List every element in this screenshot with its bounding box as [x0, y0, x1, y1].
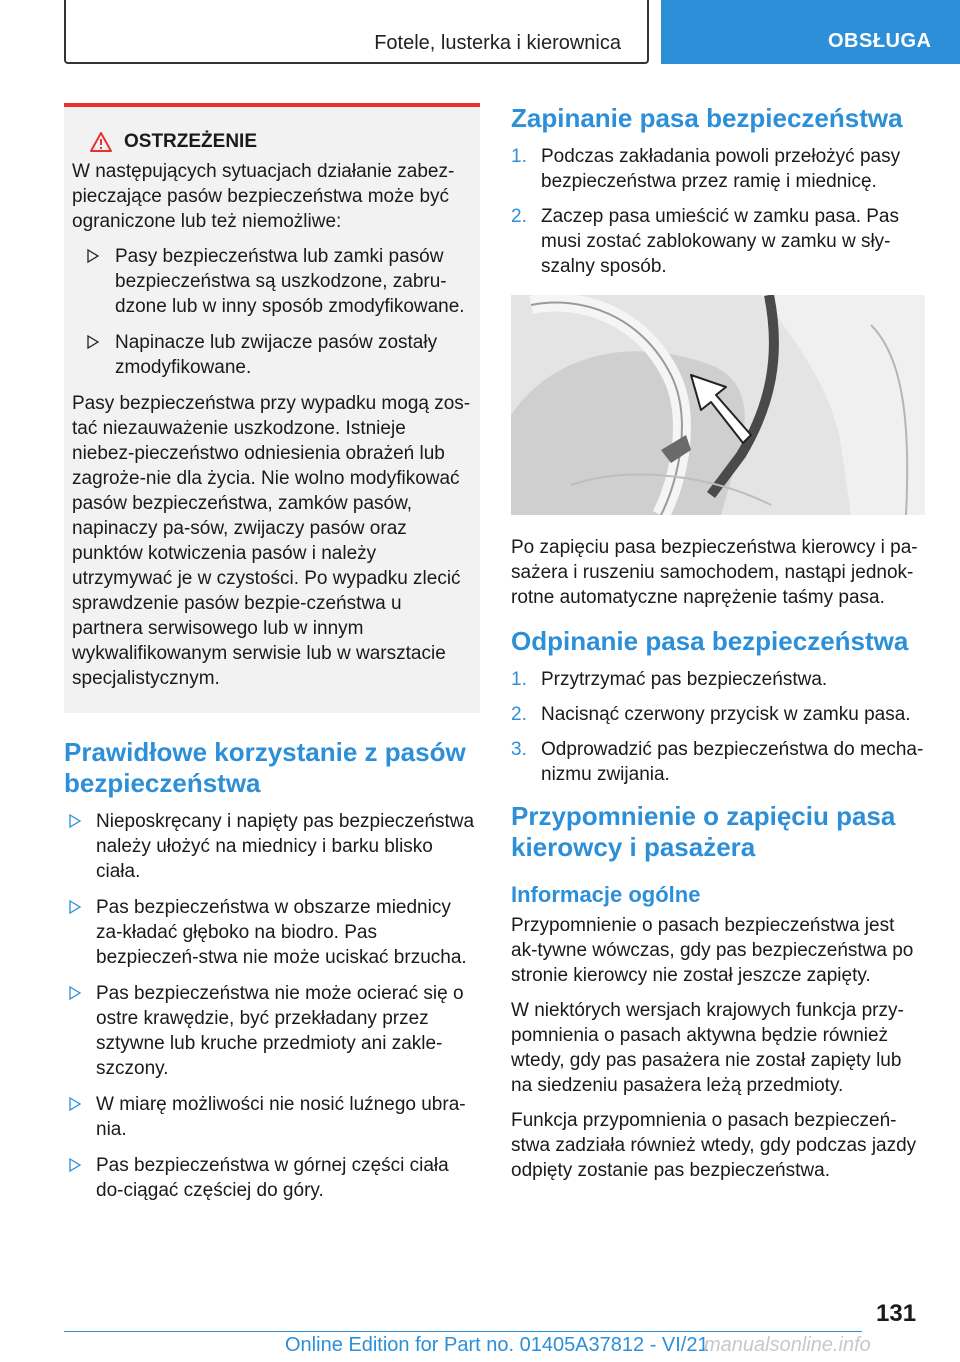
section-title: Fotele, lusterka i kierownica	[374, 32, 621, 54]
right-column	[511, 103, 925, 1193]
triangle-right-icon	[68, 986, 82, 1000]
step-text: Przytrzymać pas bezpieczeństwa.	[541, 669, 828, 690]
edition-text: Online Edition for Part no. 01405A37812 - VI/21	[285, 1334, 709, 1356]
correct-use-bullets	[64, 809, 480, 1203]
step-text: Odprowadzić pas bezpieczeństwa do mecha-nizmu zwijania.	[541, 739, 924, 785]
seatbelt-drawing	[511, 295, 925, 515]
step-item	[511, 667, 925, 692]
step-number: 2.	[511, 704, 527, 725]
list-item	[64, 895, 480, 970]
warning-title: OSTRZEŻENIE	[124, 131, 258, 152]
fasten-steps	[511, 144, 925, 279]
triangle-right-icon	[86, 249, 100, 263]
triangle-right-icon	[68, 1097, 82, 1111]
reminder-paragraph: Funkcja przypomnienia o pasach bezpieczeń-stwa zadziała również wtedy, gdy podczas jazdy odpięty zostanie pas bezpieczeństwa.	[511, 1110, 917, 1181]
seatbelt-illustration	[511, 295, 925, 515]
page-number: 131	[876, 1300, 917, 1327]
list-item	[72, 330, 472, 380]
unfasten-heading: Odpinanie pasa bezpieczeństwa	[511, 626, 909, 656]
header-frame	[64, 0, 649, 64]
left-column	[64, 103, 480, 1214]
triangle-right-icon	[68, 900, 82, 914]
footer-divider	[64, 1331, 862, 1332]
list-item	[64, 981, 480, 1081]
step-number: 1.	[511, 669, 527, 690]
watermark: manualsonline.info	[704, 1334, 871, 1356]
triangle-right-icon	[86, 335, 100, 349]
step-text: Nacisnąć czerwony przycisk w zamku pasa.	[541, 704, 911, 725]
list-item	[64, 1092, 480, 1142]
reminder-paragraph: W niektórych wersjach krajowych funkcja przy-pomnienia o pasach aktywna będzie również wtedy, gdy pas pasażera nie został zapięty lub na siedzeniu pasażera leżą przedmioty.	[511, 1000, 904, 1096]
reminder-subheading: Informacje ogólne	[511, 882, 701, 907]
list-item-text: W miarę możliwości nie nosić luźnego ubra-nia.	[96, 1094, 466, 1140]
triangle-right-icon	[68, 814, 82, 828]
reminder-paragraph: Przypomnienie o pasach bezpieczeństwa jest ak-tywne wówczas, gdy pas bezpieczeństwa po stronie kierowcy nie został jeszcze zapięty.	[511, 915, 914, 986]
step-number: 2.	[511, 206, 527, 227]
list-item-text: Pasy bezpieczeństwa lub zamki pasów bezpieczeństwa są uszkodzone, zabru-dzone lub w inny sposób zmodyfikowane.	[115, 246, 465, 317]
list-item-text: Pas bezpieczeństwa w górnej części ciała do-ciągać częściej do góry.	[96, 1155, 449, 1201]
warning-body: Pasy bezpieczeństwa przy wypadku mogą zos-tać niezauważenie uszkodzone. Istnieje niebez-pieczeństwo odniesienia obrażeń lub zagroże-nie dla życia. Nie wolno modyfikować pasów bezpieczeństwa, zamków pasów, napinaczy pa-sów, zwijaczy pasów oraz punktów kotwiczenia pasów i należy utrzymywać je w czystości. Po wypadku zlecić sprawdzenie pasów bezpie-czeństwa u partnera serwisowego lub w innym wykwalifikowanym serwisie lub w warsztacie specjalistycznym.	[72, 393, 471, 689]
step-item	[511, 204, 925, 279]
step-number: 1.	[511, 146, 527, 167]
list-item-text: Nieposkręcany i napięty pas bezpieczeństwa należy ułożyć na miednicy i barku blisko ciała.	[96, 811, 475, 882]
warning-intro: W następujących sytuacjach działanie zabez-pieczające pasów bezpieczeństwa może być ograniczone lub też niemożliwe:	[72, 161, 455, 232]
list-item-text: Pas bezpieczeństwa nie może ocierać się o ostre krawędzie, być przekładany przez sztywne lub kruche przedmioty ani zakle-szczony.	[96, 983, 464, 1079]
page-header	[0, 0, 960, 66]
warning-box	[64, 103, 480, 713]
chapter-tab[interactable]: OBSŁUGA	[661, 0, 960, 64]
list-item-text: Pas bezpieczeństwa w obszarze miednicy za-kładać głęboko na biodro. Pas bezpieczeń-stwa nie może uciskać brzucha.	[96, 897, 467, 968]
triangle-right-icon	[68, 1158, 82, 1172]
unfasten-steps	[511, 667, 925, 787]
step-text: Podczas zakładania powoli przełożyć pasy bezpieczeństwa przez ramię i miednicę.	[541, 146, 901, 192]
step-item	[511, 702, 925, 727]
step-item	[511, 737, 925, 787]
list-item	[64, 809, 480, 884]
step-number: 3.	[511, 739, 527, 760]
list-item	[72, 244, 472, 319]
list-item	[64, 1153, 480, 1203]
list-item-text: Napinacze lub zwijacze pasów zostały zmodyfikowane.	[115, 332, 438, 378]
fasten-after-text: Po zapięciu pasa bezpieczeństwa kierowcy i pa-sażera i ruszeniu samochodem, nastąpi jednok-rotne automatyczne naprężenie taśmy pasa.	[511, 537, 918, 608]
fasten-heading: Zapinanie pasa bezpieczeństwa	[511, 103, 903, 133]
reminder-heading: Przypomnienie o zapięciu pasa kierowcy i pasażera	[511, 801, 896, 862]
warning-triangle-icon	[90, 132, 112, 152]
correct-use-heading: Prawidłowe korzystanie z pasów bezpieczeństwa	[64, 737, 466, 798]
step-text: Zaczep pasa umieścić w zamku pasa. Pas musi zostać zablokowany w zamku w sły-szalny sposób.	[541, 206, 899, 277]
warning-bullets	[72, 244, 472, 380]
step-item	[511, 144, 925, 194]
warning-header	[90, 131, 472, 153]
